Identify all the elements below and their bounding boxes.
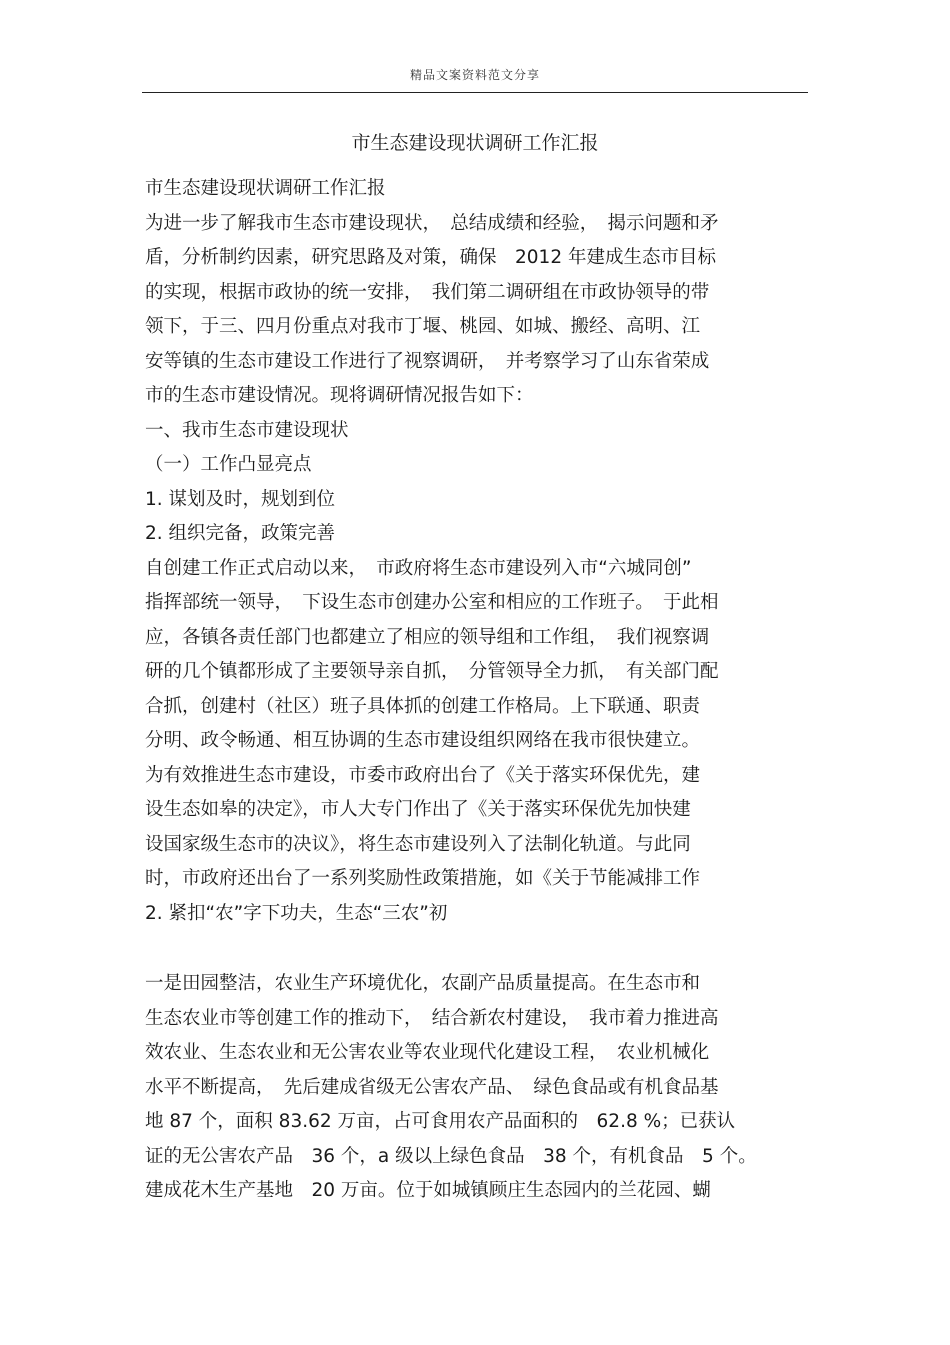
body-line: 建成花木生产基地 20 万亩。位于如城镇顾庄生态园内的兰花园、蝴 (145, 1180, 711, 1201)
paragraph-gap (145, 931, 825, 967)
body-line: 安等镇的生态市建设工作进行了视察调研， 并考察学习了山东省荣成 (145, 350, 710, 372)
body-line: 设国家级生态市的决议》，将生态市建设列入了法制化轨道。与此同 (145, 833, 691, 855)
body-line: 盾，分析制约因素，研究思路及对策，确保 2012 年建成生态市目标 (145, 247, 716, 268)
document-body (145, 172, 825, 1209)
body-line: 市生态建设现状调研工作汇报 (145, 178, 386, 199)
subsection-heading: （一）工作凸显亮点 (145, 454, 312, 475)
body-line: 为有效推进生态市建设，市委市政府出台了《关于落实环保优先，建 (145, 764, 701, 786)
body-line: 时，市政府还出台了一系列奖励性政策措施，如《关于节能减排工作 (145, 868, 701, 889)
body-line: 自创建工作正式启动以来， 市政府将生态市建设列入市“六城同创” (145, 557, 692, 579)
body-line: 地 87 个，面积 83.62 万亩，占可食用农产品面积的 62.8 %；已获认 (145, 1111, 736, 1132)
section-heading: 一、我市生态市建设现状 (145, 419, 349, 441)
body-line: 效农业、生态农业和无公害农业等农业现代化建设工程， 农业机械化 (145, 1042, 710, 1063)
list-item: 1. 谋划及时，规划到位 (145, 488, 336, 510)
page-header: 精品文案资料范文分享 (409, 68, 540, 82)
body-line: 分明、政令畅通、相互协调的生态市建设组织网络在我市很快建立。 (145, 730, 701, 751)
list-item: 2. 紧扣“农”字下功夫，生态“三农”初 (145, 902, 448, 924)
list-item: 2. 组织完备，政策完善 (145, 523, 336, 544)
header-divider (142, 92, 808, 93)
body-line: 的实现，根据市政协的统一安排， 我们第二调研组在市政协领导的带 (145, 281, 710, 303)
body-line: 生态农业市等创建工作的推动下， 结合新农村建设， 我市着力推进高 (145, 1007, 719, 1029)
body-line: 设生态如皋的决定》，市人大专门作出了《关于落实环保优先加快建 (145, 799, 691, 820)
body-line: 领下，于三、四月份重点对我市丁堰、桃园、如城、搬经、高明、江 (145, 316, 701, 337)
body-line: 为进一步了解我市生态市建设现状， 总结成绩和经验， 揭示问题和矛 (145, 212, 719, 234)
document-title: 市生态建设现状调研工作汇报 (351, 132, 599, 154)
body-line: 研的几个镇都形成了主要领导亲自抓， 分管领导全力抓， 有关部门配 (145, 661, 719, 682)
body-line: 应，各镇各责任部门也都建立了相应的领导组和工作组， 我们视察调 (145, 626, 710, 648)
body-line: 指挥部统一领导， 下设生态市创建办公室和相应的工作班子。 于此相 (145, 592, 719, 613)
body-line: 证的无公害农产品 36 个，a 级以上绿色食品 38 个，有机食品 5 个。 (145, 1145, 757, 1167)
body-line: 合抓，创建村（社区）班子具体抓的创建工作格局。上下联通、职责 (145, 695, 701, 717)
body-line: 水平不断提高， 先后建成省级无公害农产品、 绿色食品或有机食品基 (145, 1076, 719, 1098)
body-line: 一是田园整洁，农业生产环境优化，农副产品质量提高。在生态市和 (145, 973, 701, 994)
body-line: 市的生态市建设情况。现将调研情况报告如下： (145, 385, 534, 406)
